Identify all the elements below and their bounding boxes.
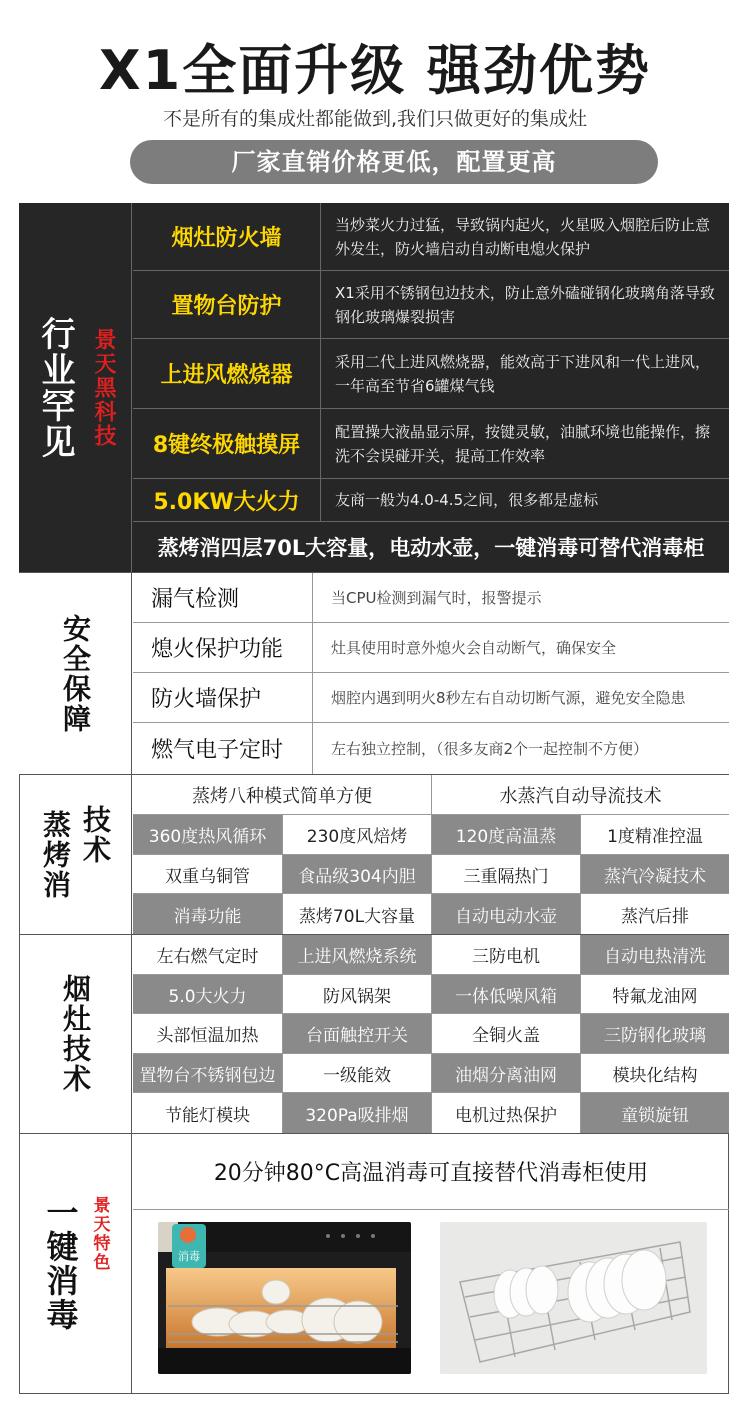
grid-cell: 三防电机 <box>432 935 581 975</box>
safety-row <box>133 623 729 673</box>
safety-name: 漏气检测 <box>133 573 313 622</box>
grid-cell: 320Pa吸排烟 <box>283 1093 432 1133</box>
grid-cell: 一级能效 <box>283 1054 432 1093</box>
grid-cell: 蒸汽冷凝技术 <box>581 855 729 894</box>
grid-cell: 三防钢化玻璃 <box>581 1014 729 1054</box>
industry-rare-label: 行业罕见 <box>35 315 75 460</box>
steam-bake-label: 蒸烤消 <box>39 809 72 900</box>
safety-name: 燃气电子定时 <box>133 723 313 774</box>
feature-row <box>133 479 729 522</box>
safety-desc: 当CPU检测到漏气时，报警提示 <box>331 589 542 607</box>
safety-row <box>133 723 729 774</box>
grid-cell: 台面触控开关 <box>283 1014 432 1054</box>
disinfect-side <box>19 1134 132 1394</box>
safety-row <box>133 573 729 623</box>
disinfect-section <box>19 1133 729 1394</box>
feature-name: 烟灶防火墙 <box>133 203 321 270</box>
page-title: X1全面升级 强劲优势 <box>98 39 651 102</box>
grid-cell: 头部恒温加热 <box>133 1014 283 1054</box>
grid-cell: 自动电动水壶 <box>432 894 581 934</box>
hood-stove-label: 烟灶技术 <box>59 974 92 1094</box>
steam-bake-section <box>19 774 729 934</box>
feature-desc: X1采用不锈钢包边技术，防止意外磕碰钢化玻璃角落导致钢化玻璃爆裂损害 <box>335 283 715 326</box>
grid-cell: 5.0大火力 <box>133 975 283 1014</box>
hood-stove-side <box>19 935 132 1133</box>
dish-rack-image <box>440 1222 707 1374</box>
steam-bake-grid <box>133 775 729 934</box>
feature-row <box>133 409 729 479</box>
grid-cell: 食品级304内胆 <box>283 855 432 894</box>
feature-name: 置物台防护 <box>133 271 321 338</box>
feature-row <box>133 203 729 271</box>
safety-row <box>133 673 729 723</box>
safety-desc: 烟腔内遇到明火8秒左右自动切断气源，避免安全隐患 <box>331 689 686 707</box>
grid-cell: 双重乌铜管 <box>133 855 283 894</box>
grid-cell: 油烟分离油网 <box>432 1054 581 1093</box>
feature-name: 8键终极触摸屏 <box>133 409 321 478</box>
feature-name: 5.0KW大火力 <box>133 479 321 521</box>
safety-desc: 左右独立控制，（很多友商2个一起控制不方便） <box>331 740 649 758</box>
grid-cell: 消毒功能 <box>133 894 283 934</box>
grid-header: 水蒸汽自动导流技术 <box>432 775 729 815</box>
feature-desc: 当炒菜火力过猛，导致锅内起火，火星吸入烟腔后防止意外发生，防火墙启动自动断电熄火保护 <box>335 215 711 258</box>
feature-tag-label: 景天特色 <box>89 1196 110 1272</box>
grid-header: 蒸烤八种模式简单方便 <box>133 775 432 815</box>
grid-cell: 蒸烤70L大容量 <box>283 894 432 934</box>
tech-label: 技术 <box>79 804 112 865</box>
steam-bake-side <box>19 775 132 934</box>
promo-pill: 厂家直销价格更低，配置更高 <box>130 140 658 184</box>
grid-cell: 全铜火盖 <box>432 1014 581 1054</box>
grid-cell: 蒸汽后排 <box>581 894 729 934</box>
feature-name: 上进风燃烧器 <box>133 339 321 408</box>
disinfect-label: 一键消毒 <box>41 1196 80 1332</box>
safety-side <box>19 573 132 774</box>
industry-rare-section <box>19 203 729 572</box>
grid-cell: 120度高温蒸 <box>432 815 581 855</box>
grid-cell: 童锁旋钮 <box>581 1093 729 1133</box>
grid-cell: 上进风燃烧系统 <box>283 935 432 975</box>
disinfect-badge: 消毒 <box>178 1250 200 1263</box>
feature-desc: 采用二代上进风燃烧器，能效高于下进风和一代上进风，一年高至节省6罐煤气钱 <box>335 352 711 395</box>
grid-cell: 置物台不锈钢包边 <box>133 1054 283 1093</box>
industry-rare-side <box>19 203 132 572</box>
page-subtitle: 不是所有的集成灶都能做到,我们只做更好的集成灶 <box>162 108 588 130</box>
black-tech-label: 景天黑科技 <box>91 327 116 448</box>
safety-label: 安全保障 <box>59 613 92 734</box>
grid-cell: 1度精准控温 <box>581 815 729 855</box>
feature-desc: 友商一般为4.0-4.5之间，很多都是虚标 <box>335 491 599 509</box>
disinfect-headline: 20分钟80°C高温消毒可直接替代消毒柜使用 <box>133 1134 729 1210</box>
grid-cell: 360度热风循环 <box>133 815 283 855</box>
grid-cell: 节能灯模块 <box>133 1093 283 1133</box>
feature-row <box>133 271 729 339</box>
grid-cell: 模块化结构 <box>581 1054 729 1093</box>
hood-stove-grid <box>133 935 729 1133</box>
feature-row <box>133 339 729 409</box>
grid-cell: 自动电热清洗 <box>581 935 729 975</box>
capacity-summary: 蒸烤消四层70L大容量，电动水壶，一键消毒可替代消毒柜 <box>157 536 705 560</box>
grid-cell: 电机过热保护 <box>432 1093 581 1133</box>
grid-cell: 左右燃气定时 <box>133 935 283 975</box>
safety-name: 防火墙保护 <box>133 673 313 722</box>
safety-desc: 灶具使用时意外熄火会自动断气，确保安全 <box>331 639 617 657</box>
safety-section <box>19 572 729 774</box>
grid-cell: 230度风焙烤 <box>283 815 432 855</box>
feature-desc: 配置操大液晶显示屏，按键灵敏，油腻环境也能操作，擦洗不会误碰开关，提高工作效率 <box>335 422 711 465</box>
grid-cell: 一体低噪风箱 <box>432 975 581 1014</box>
disinfect-cabinet-image <box>158 1222 411 1374</box>
grid-cell: 三重隔热门 <box>432 855 581 894</box>
safety-name: 熄火保护功能 <box>133 623 313 672</box>
grid-cell: 特氟龙油网 <box>581 975 729 1014</box>
grid-cell: 防风锅架 <box>283 975 432 1014</box>
hood-stove-section <box>19 934 729 1133</box>
